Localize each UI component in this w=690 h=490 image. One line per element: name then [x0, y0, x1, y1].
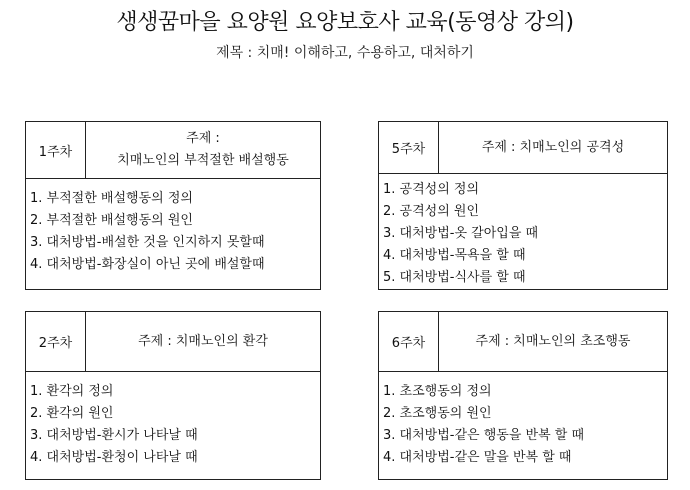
week-1-header — [26, 122, 320, 179]
week-1-box — [25, 121, 321, 290]
list-item: 5. 대처방법-식사를 할 때 — [383, 270, 526, 285]
week-5-box — [378, 121, 668, 290]
list-item: 3. 대처방법-배설한 것을 인지하지 못할때 — [30, 235, 265, 250]
page-subtitle: 제목 : 치매! 이해하고, 수용하고, 대처하기 — [216, 45, 474, 61]
page-title: 생생꿈마을 요양원 요양보호사 교육(동영상 강의) — [116, 10, 574, 35]
list-item: 4. 대처방법-같은 말을 반복 할 때 — [383, 450, 572, 465]
week-1-topic — [86, 122, 320, 178]
week-2-header — [26, 312, 320, 372]
list-item: 3. 대처방법-같은 행동을 반복 할 때 — [383, 428, 585, 443]
week-1-topic-line2: 치매노인의 부적절한 배설행동 — [117, 153, 289, 168]
list-item: 4. 대처방법-목욕을 할 때 — [383, 248, 526, 263]
week-5-topic-line1: 주제 : 치매노인의 공격성 — [481, 139, 625, 155]
list-item: 1. 환각의 정의 — [30, 384, 114, 399]
list-item: 1. 부적절한 배설행동의 정의 — [30, 191, 193, 206]
week-2-topic-line1: 주제 : 치매노인의 환각 — [138, 333, 268, 349]
list-item: 4. 대처방법-환청이 나타날 때 — [30, 450, 198, 465]
week-6-header — [379, 312, 667, 372]
week-5-label: 5주차 — [379, 122, 439, 173]
list-item: 2. 초조행동의 원인 — [383, 406, 492, 421]
week-6-item-list — [379, 372, 667, 469]
list-item: 4. 대처방법-화장실이 아닌 곳에 배설할때 — [30, 257, 265, 272]
week-6-topic — [439, 312, 667, 371]
week-6-topic-line1: 주제 : 치매노인의 초조행동 — [475, 333, 631, 349]
list-item: 3. 대처방법-옷 갈아입을 때 — [383, 226, 539, 241]
list-item: 2. 공격성의 원인 — [383, 204, 480, 219]
week-5-header — [379, 122, 667, 174]
week-5-item-list — [379, 174, 667, 289]
list-item: 2. 부적절한 배설행동의 원인 — [30, 213, 193, 228]
week-1-item-list — [26, 179, 320, 276]
week-1-topic-line1: 주제 : — [186, 131, 220, 146]
week-6-box — [378, 311, 668, 480]
list-item: 1. 공격성의 정의 — [383, 182, 480, 197]
week-2-topic — [86, 312, 320, 371]
week-1-label: 1주차 — [26, 122, 86, 178]
week-2-box — [25, 311, 321, 480]
week-2-item-list — [26, 372, 320, 469]
week-2-label: 2주차 — [26, 312, 86, 371]
list-item: 2. 환각의 원인 — [30, 406, 114, 421]
list-item: 3. 대처방법-환시가 나타날 때 — [30, 428, 198, 443]
week-5-topic — [439, 122, 667, 173]
list-item: 1. 초조행동의 정의 — [383, 384, 492, 399]
week-6-label: 6주차 — [379, 312, 439, 371]
